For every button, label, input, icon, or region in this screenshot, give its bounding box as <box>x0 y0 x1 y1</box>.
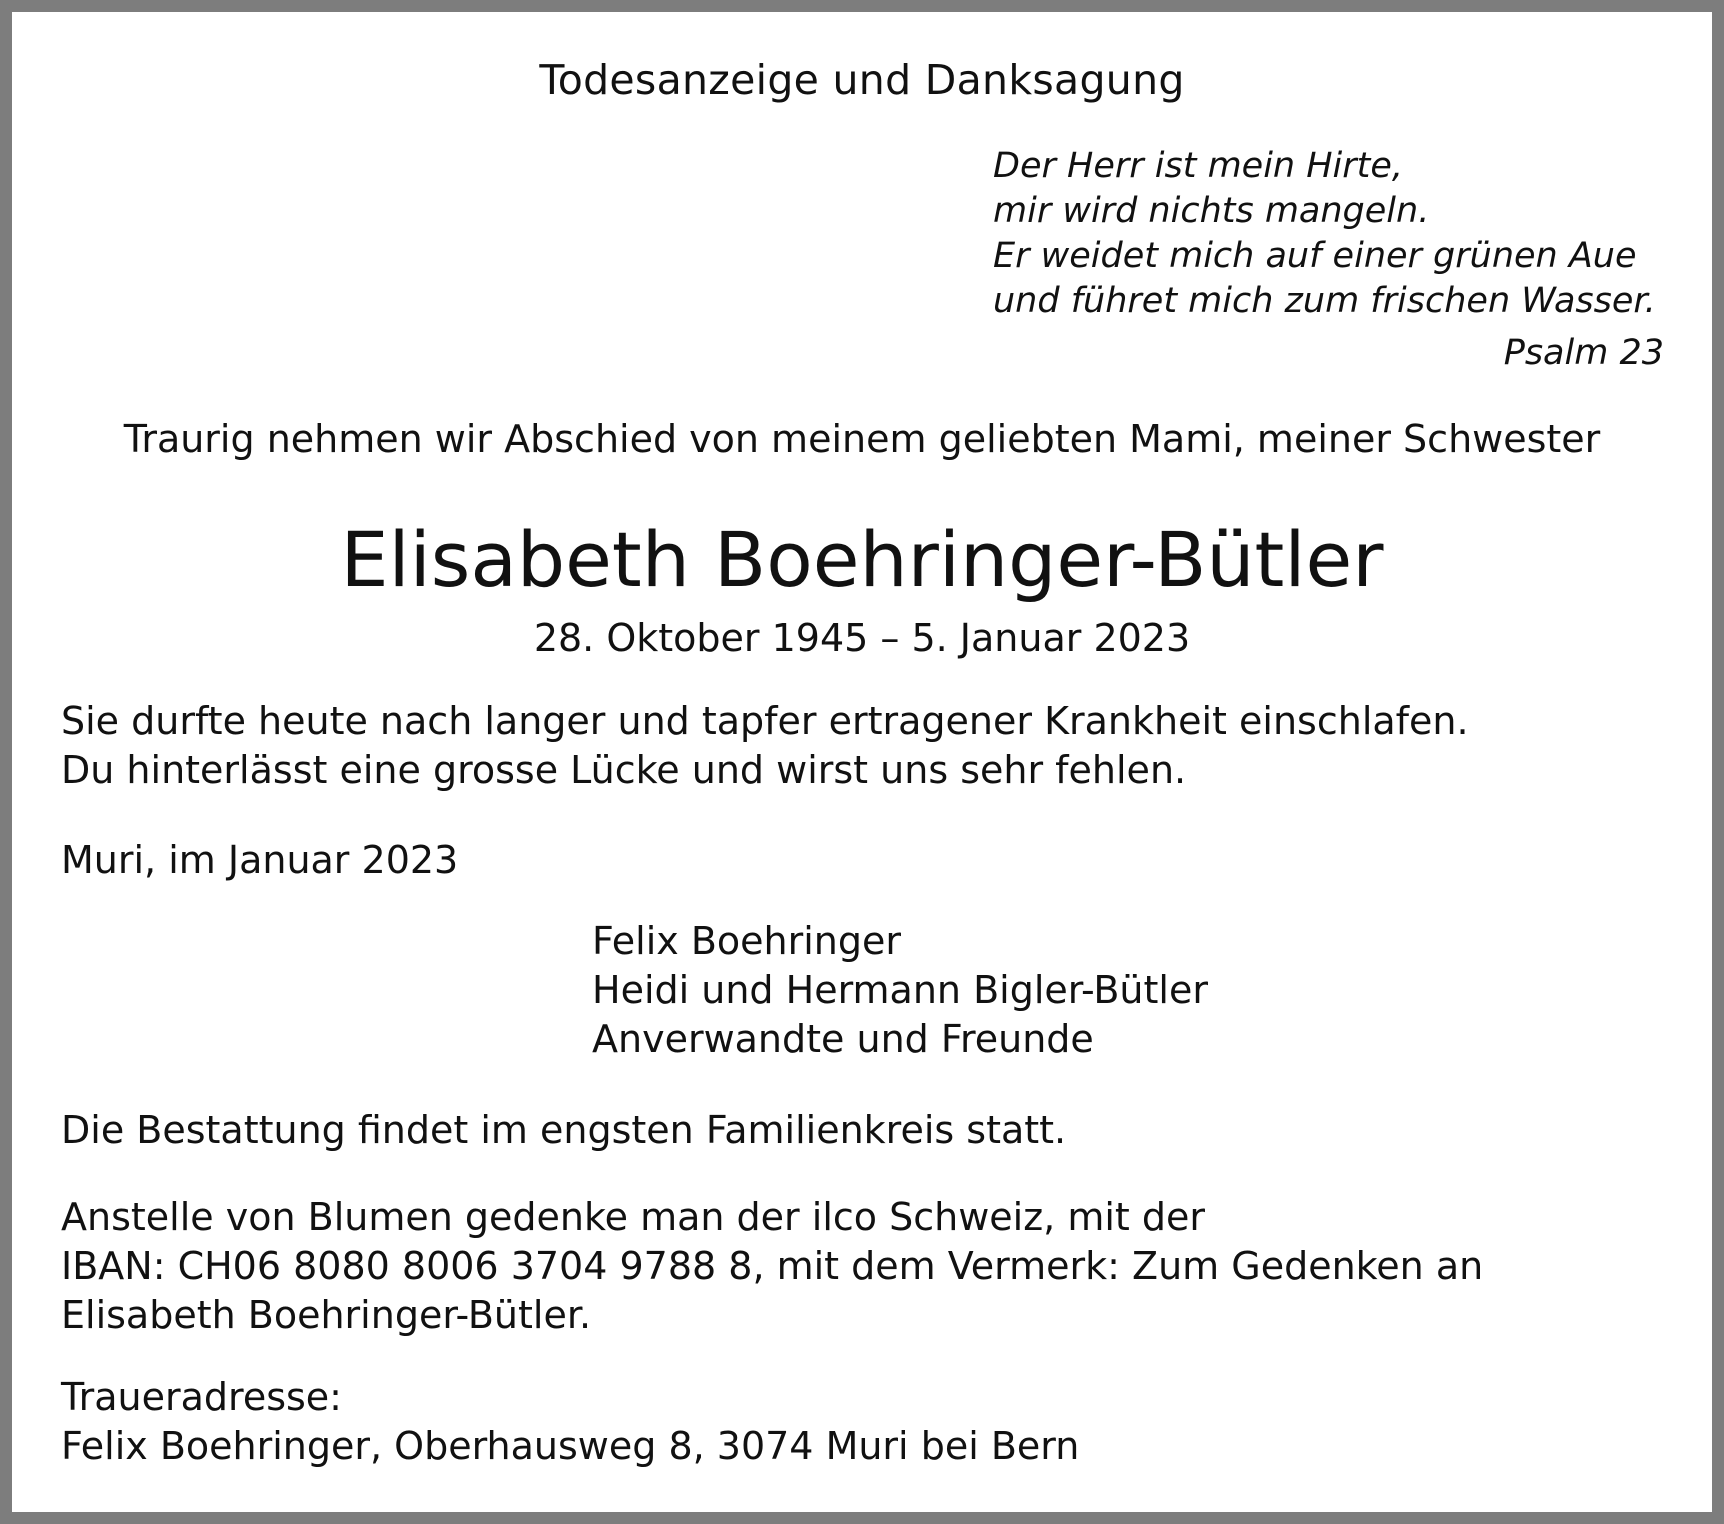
deceased-name: Elisabeth Boehringer-Bütler <box>340 515 1384 604</box>
psalm-line: mir wird nichts mangeln. <box>993 191 1430 231</box>
mourner-name: Heidi und Hermann Bigler-Bütler <box>592 968 1208 1012</box>
condolence-address-line: Felix Boehringer, Oberhausweg 8, 3074 Muri bei Bern <box>61 1424 1080 1468</box>
donation-line: Elisabeth Boehringer-Bütler. <box>61 1293 592 1337</box>
obituary-heading: Todesanzeige und Danksagung <box>539 56 1185 104</box>
condolence-address-label: Traueradresse: <box>61 1375 342 1419</box>
psalm-line: Der Herr ist mein Hirte, <box>993 146 1404 186</box>
psalm-quote <box>993 144 1656 324</box>
funeral-note <box>61 1106 1066 1155</box>
mourners-list <box>592 917 1208 1064</box>
psalm-line: Er weidet mich auf einer grünen Aue <box>993 236 1637 276</box>
condolence-address <box>61 1373 1079 1471</box>
place-date-line: Muri, im Januar 2023 <box>61 838 459 882</box>
psalm-line: und führet mich zum frischen Wasser. <box>993 281 1656 321</box>
farewell-intro: Traurig nehmen wir Abschied von meinem geliebten Mami, meiner Schwester <box>123 417 1601 461</box>
donation-iban-line: IBAN: CH06 8080 8006 3704 9788 8, mit dem Vermerk: Zum Gedenken an <box>61 1244 1484 1288</box>
funeral-note-line: Die Bestattung findet im engsten Familienkreis statt. <box>61 1108 1067 1152</box>
place-and-date <box>61 836 458 885</box>
message-line: Du hinterlässt eine grosse Lücke und wirst uns sehr fehlen. <box>61 748 1187 792</box>
donation-line: Anstelle von Blumen gedenke man der ilco Schweiz, mit der <box>61 1195 1205 1239</box>
donation-request <box>61 1193 1483 1340</box>
message-line: Sie durfte heute nach langer und tapfer ertragener Krankheit einschlafen. <box>61 699 1469 743</box>
mourner-name: Felix Boehringer <box>592 919 902 963</box>
psalm-source: Psalm 23 <box>1503 333 1664 373</box>
mourner-name: Anverwandte und Freunde <box>592 1017 1094 1061</box>
farewell-message <box>61 697 1469 795</box>
life-dates: 28. Oktober 1945 – 5. Januar 2023 <box>533 616 1191 660</box>
